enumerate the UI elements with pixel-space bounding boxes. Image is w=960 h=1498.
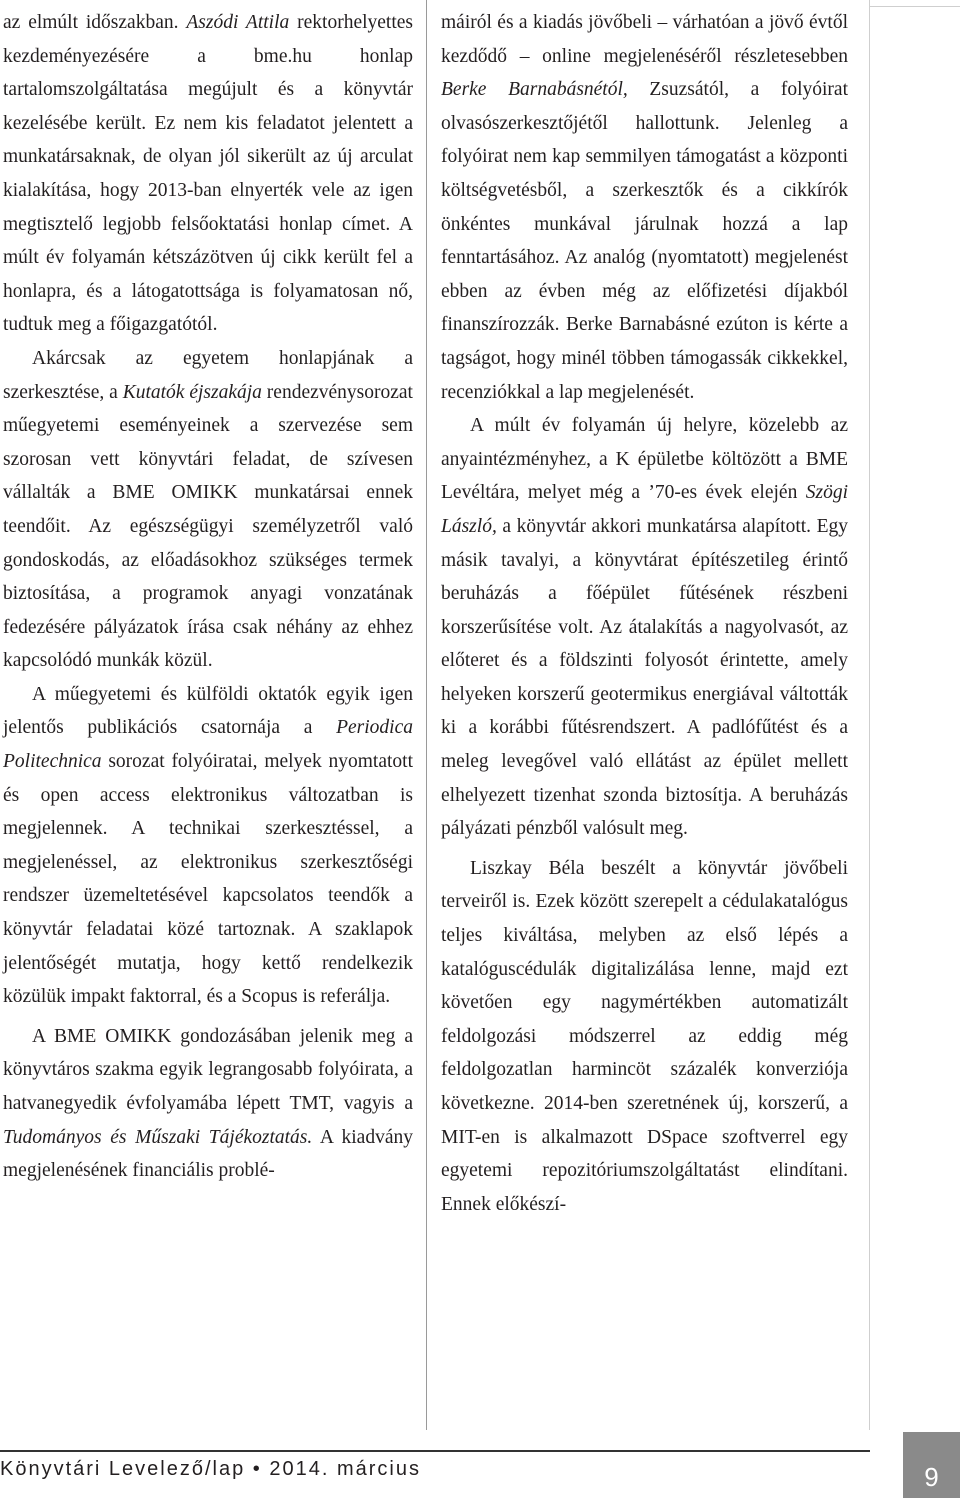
text-run: a könyvtár akkori munkatársa alapított. Egy másik tavalyi, a könyvtárat építészetileg érintő beruházás a főépület fűtésének részbeni korszerűsítése volt. Az átalakítás a nagyolvasót, az előteret és a földszinti folyosót érintette, amely helyeken korszerű geotermikus energiával váltották ki a korábbi fűtésrendszert. A padlófűtést és a meleg levegővel való ellátást az épület mellett elhelyezett tizenhat szonda biztosítja. A beruházás pályázati pénzből valósult meg. xyxy=(441,515,848,840)
column-divider xyxy=(426,0,427,1430)
italic-name: Berke Barnabásnétól, xyxy=(441,79,628,101)
page-number: 9 xyxy=(924,1462,939,1492)
text-run: A műegyetemi és külföldi oktatók egyik igen jelentős publikációs csatornája a xyxy=(3,683,413,739)
margin-rule xyxy=(869,0,870,1430)
text-run: sorozat folyóiratai, melyek nyomtatott és open access elektronikus változatban is megjelennek. A technikai szerkesztéssel, a megjelenéssel, az elektronikus szerkesztőségi rendszer üzemeltetésével kapcsolatos teendők a könyvtár feladatai közé tartoznak. A szaklapok jelentőségét mutatja, hogy kettő rendelkezik közülük impakt faktorral, és a Scopus is referálja. xyxy=(3,751,413,1008)
paragraph xyxy=(3,342,413,678)
left-column xyxy=(3,6,413,1188)
text-run: az elmúlt időszakban. xyxy=(3,12,187,33)
text-run: A múlt év folyamán új helyre, közelebb az anyaintézményhez, a K épületbe költözött a BME Levéltára, melyet még a ’70-es évek elején xyxy=(441,415,848,504)
paragraph xyxy=(3,6,413,342)
text-run: Zsuzsától, a folyóirat olvasószerkesztőjétől hallottunk. Jelenleg a folyóirat nem kap semmilyen támogatást a központi költségvetésből, a szerkesztők és a cikkírók önkéntes munkával járulnak hozzá a lap fenntartásához. Az analóg (nyomtatott) megjelenést ebben az évben még az előfizetési díjakból finanszírozzák. Berke Barnabásné ezúton is kérte a tagságot, hogy minél többen támogassák cikkekkel, recenziókkal a lap megjelenését. xyxy=(441,79,848,403)
page-number-box xyxy=(903,1432,960,1498)
text-run: máiról és a kiadás jövőbeli – várhatóan a jövő évtől kezdődő – online megjelenéséről részletesebben xyxy=(441,12,848,67)
paragraph xyxy=(441,6,848,409)
right-column xyxy=(441,6,848,1221)
text-run: Akárcsak az egyetem honlapjának a szerkesztése, a xyxy=(3,347,413,403)
italic-name: Periodica Politechnica xyxy=(3,717,413,773)
italic-name: Tudományos és Műszaki Tájékoztatás. xyxy=(3,1126,313,1148)
italic-name: Kutatók éjszakája xyxy=(122,381,262,403)
paragraph xyxy=(441,852,848,1222)
text-run: A kiadvány megjelenésének financiális problé- xyxy=(3,1126,413,1182)
italic-name: Aszódi Attila xyxy=(186,12,290,33)
text-run: rektorhelyettes kezdeményezésére a bme.hu honlap tartalomszolgáltatása megújult és a könyvtár kezelésébe került. Ez nem kis feladatot jelentett a munkatársaknak, de olyan jól sikerült az új arculat kialakítása, hogy 2013-ban elnyerték vele az igen megtisztelő legjobb felsőoktatási honlap címet. A múlt év folyamán kétszázötven új cikk került fel a honlapra, és a látogatottsága is folyamatosan nő, tudtuk meg a főigazgatótól. xyxy=(3,12,413,336)
paragraph xyxy=(3,1020,413,1188)
text-run: rendezvénysorozat műegyetemi eseményeinek a szervezése sem szorosan vett könyvtári feladat, de szívesen vállalták a BME OMIKK munkatársai ennek teendőit. Az egészségügyi személyzetről való gondoskodás, az előadásokhoz szükséges termek biztosítása, a programok anyagi vonzatának fedezésére pályázatok írása csak néhány az ehhez kapcsolódó munkák közül. xyxy=(3,381,413,672)
footer-rule xyxy=(0,1450,870,1452)
text-run: A BME OMIKK gondozásában jelenik meg a könyvtáros szakma egyik legrangosabb folyóirata, a hatvanegyedik évfolyamába lépett TMT, vagyis a xyxy=(3,1025,413,1114)
text-run: Liszkay Béla beszélt a könyvtár jövőbeli terveiről is. Ezek között szerepelt a cédulakatalógus teljes kiváltása, melyben az első lépés a katalóguscédulák digitalizálása lenne, majd ezt követően egy nagymértékben automatizált feldolgozási módszerrel az eddig még feldolgozatlan harmincöt százalék konverziója következne. 2014-ben szeretnének új, korszerű, a MIT-en is alkalmazott DSpace szoftverrel egy egyetemi repozitóriumszolgáltatást elindítani. Ennek előkészí- xyxy=(441,857,848,1215)
corner-rule xyxy=(869,6,960,7)
running-title: Könyvtári Levelező/lap • 2014. március xyxy=(0,1458,421,1480)
paragraph xyxy=(441,409,848,846)
italic-name: Szögi László, xyxy=(441,482,848,537)
paragraph xyxy=(3,678,413,1014)
